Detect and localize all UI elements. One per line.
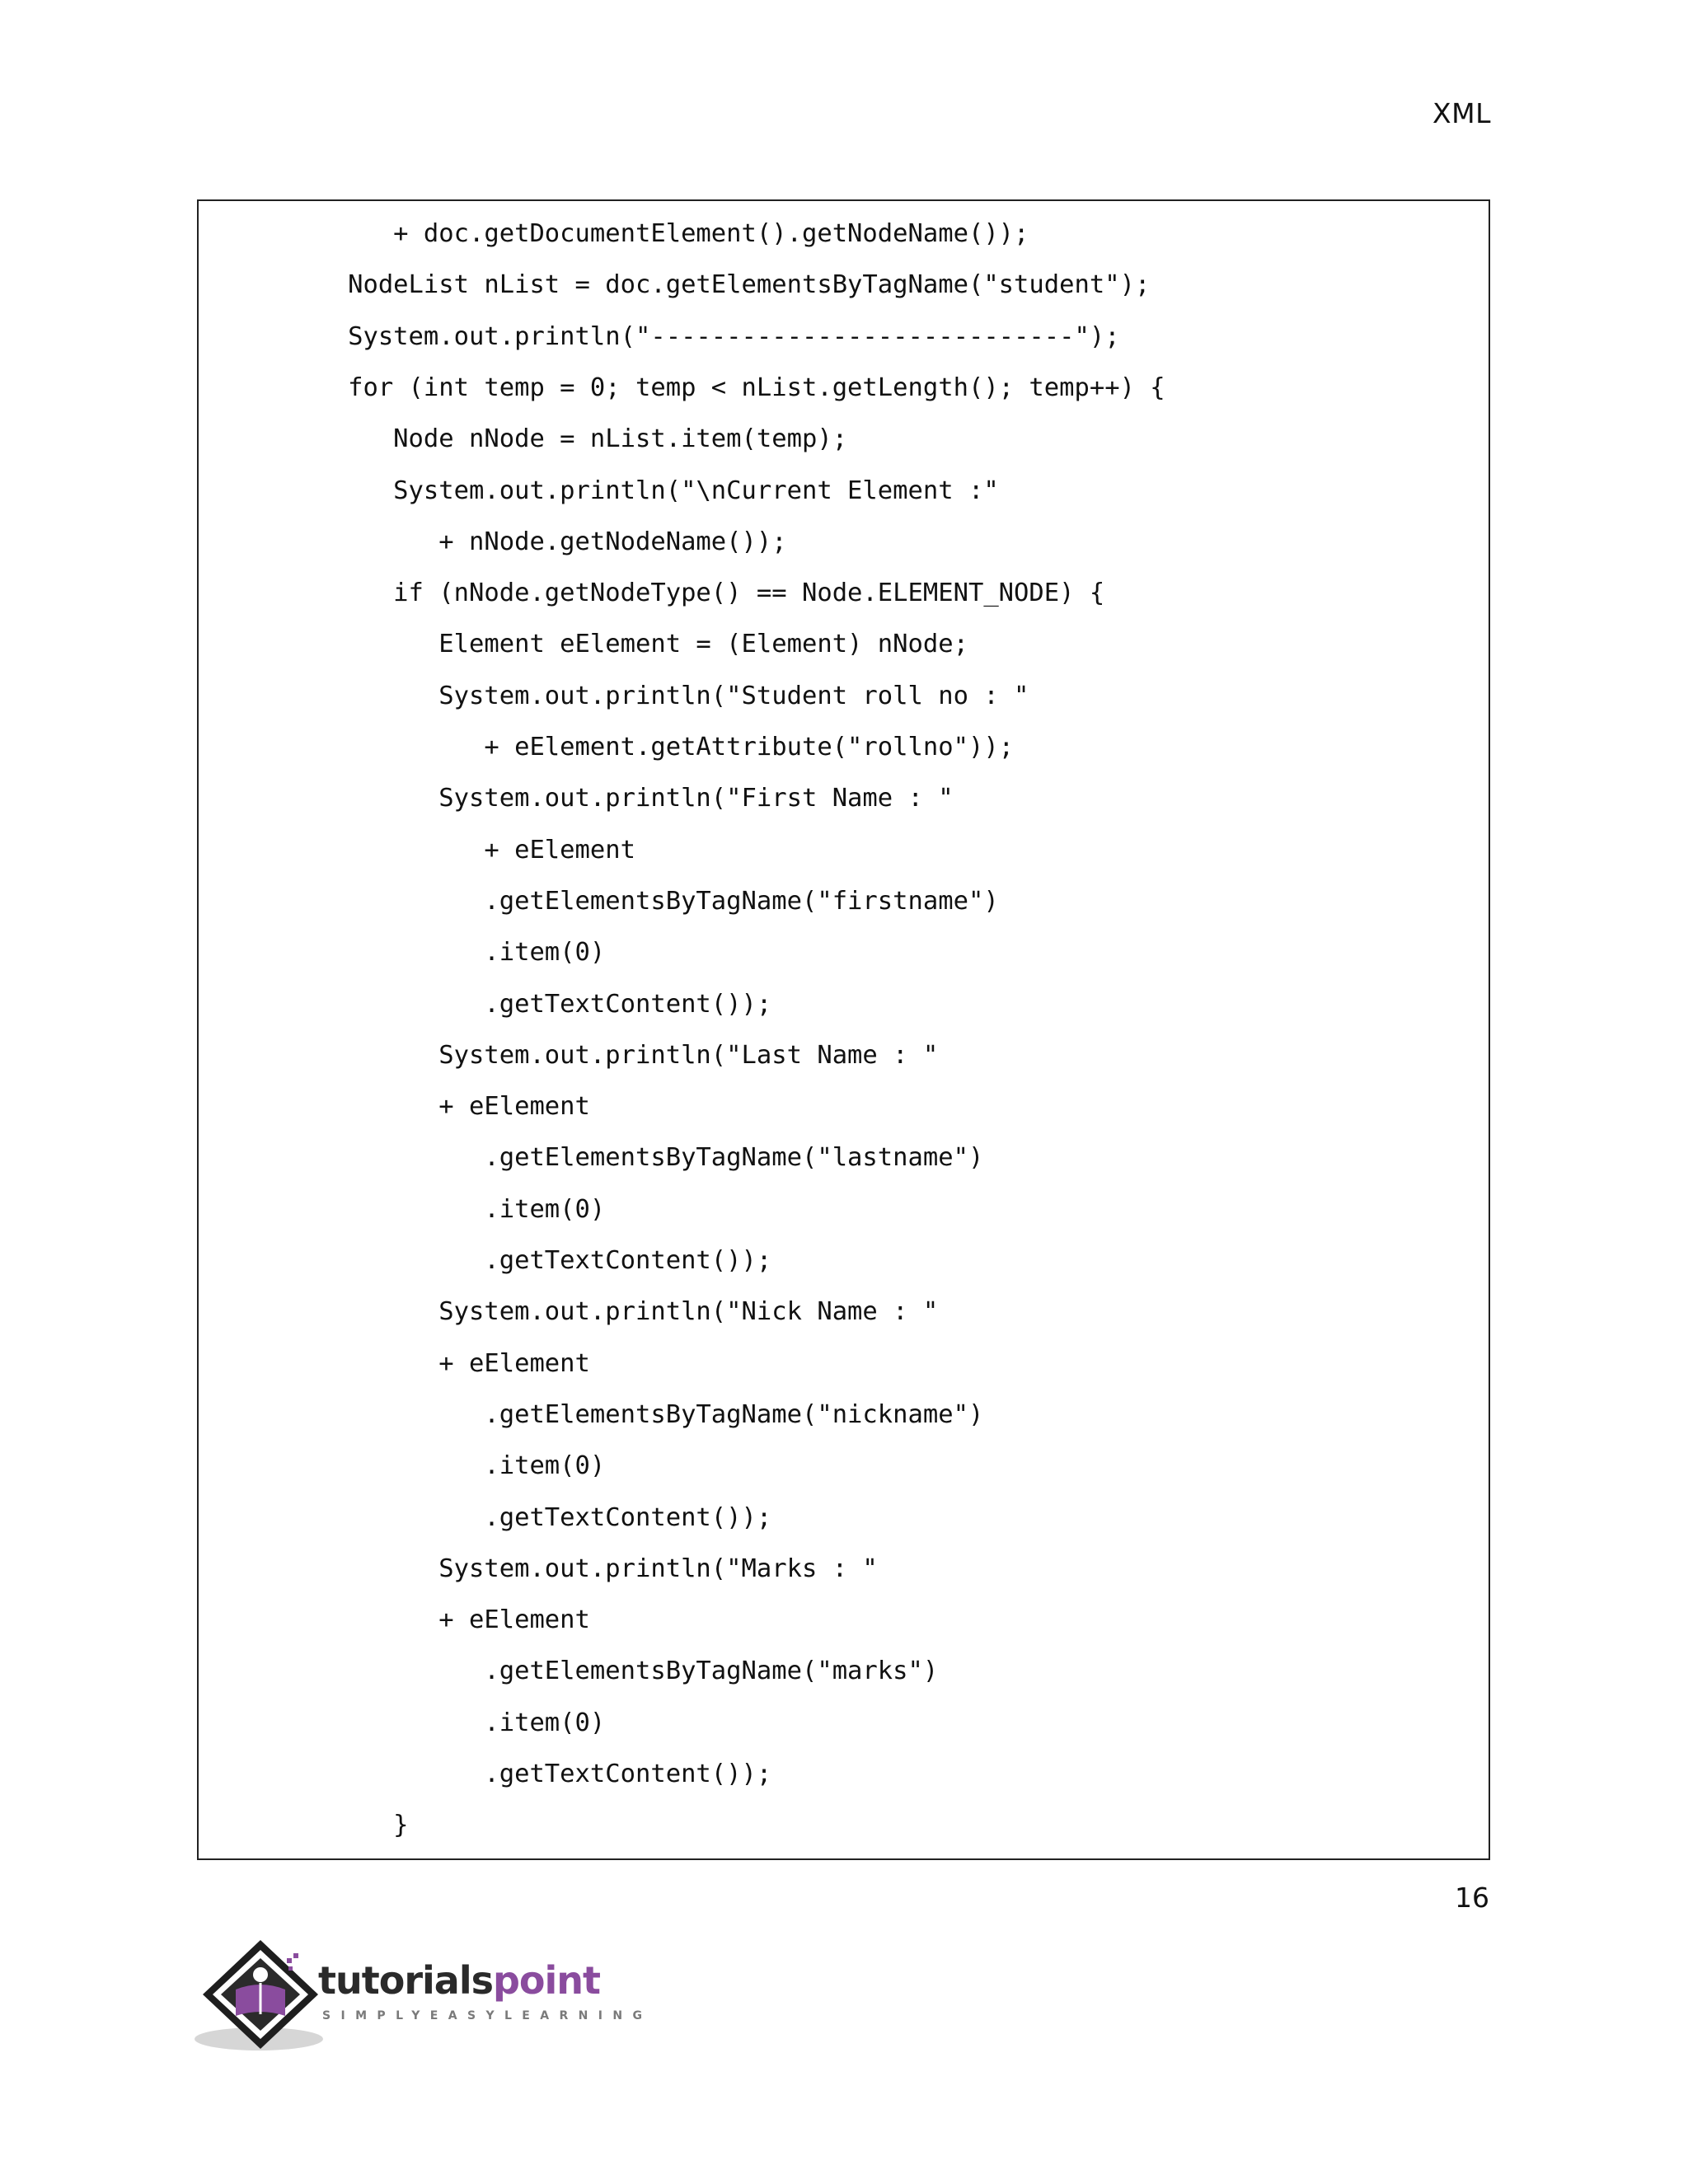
code-line: .getElementsByTagName("nickname") (302, 1399, 984, 1429)
code-line: + eElement (302, 1092, 590, 1122)
code-line: System.out.println("Last Name : " (302, 1040, 939, 1070)
logo-word-tutorials: tutorials (318, 1958, 493, 2003)
logo-word-point: point (492, 1958, 601, 2003)
code-line: Element eElement = (Element) nNode; (302, 630, 968, 659)
code-line: System.out.println("----------------------------"); (302, 321, 1120, 351)
logo-wordmark (318, 1958, 600, 2003)
logo-emblem-icon (195, 1933, 326, 2065)
code-line: for (int temp = 0; temp < nList.getLength(); temp++) { (302, 373, 1165, 402)
code-line: System.out.println("Marks : " (302, 1554, 878, 1583)
code-line: System.out.println("First Name : " (302, 784, 954, 813)
code-line: + eElement (302, 1605, 590, 1635)
code-line: + doc.getDocumentElement().getNodeName()); (302, 219, 1029, 248)
code-line: + eElement.getAttribute("rollno")); (302, 733, 1015, 762)
code-line: .getTextContent()); (302, 1246, 772, 1275)
code-line: .getTextContent()); (302, 989, 772, 1019)
code-line: .getTextContent()); (302, 1502, 772, 1532)
code-line: System.out.println("Student roll no : " (302, 681, 1029, 710)
code-line: .getElementsByTagName("marks") (302, 1657, 939, 1686)
code-line: + eElement (302, 835, 635, 865)
code-line: .item(0) (302, 1451, 606, 1481)
page-number: 16 (1455, 1882, 1489, 1914)
code-line: .getTextContent()); (302, 1760, 772, 1788)
code-line: + eElement (302, 1348, 590, 1378)
tutorialspoint-logo (195, 1933, 653, 2065)
code-line: } (302, 1811, 409, 1840)
code-line: Node nNode = nList.item(temp); (302, 424, 848, 454)
code-line: .item(0) (302, 1194, 606, 1224)
code-line: System.out.println("Nick Name : " (302, 1297, 939, 1327)
code-block (197, 199, 1490, 1860)
code-line: .item(0) (302, 938, 606, 968)
code-line: + nNode.getNodeName()); (302, 527, 787, 556)
code-line: .getElementsByTagName("lastname") (302, 1143, 984, 1173)
logo-tagline: SIMPLYEASYLEARNING (322, 2009, 653, 2022)
code-line: .getElementsByTagName("firstname") (302, 886, 999, 916)
page-header-title: XML (1432, 97, 1491, 129)
code-line: if (nNode.getNodeType() == Node.ELEMENT_NODE) { (302, 579, 1105, 608)
code-line: System.out.println("\nCurrent Element :" (302, 476, 999, 505)
code-line: NodeList nList = doc.getElementsByTagName("student"); (302, 270, 1151, 300)
code-line: .item(0) (302, 1708, 606, 1737)
